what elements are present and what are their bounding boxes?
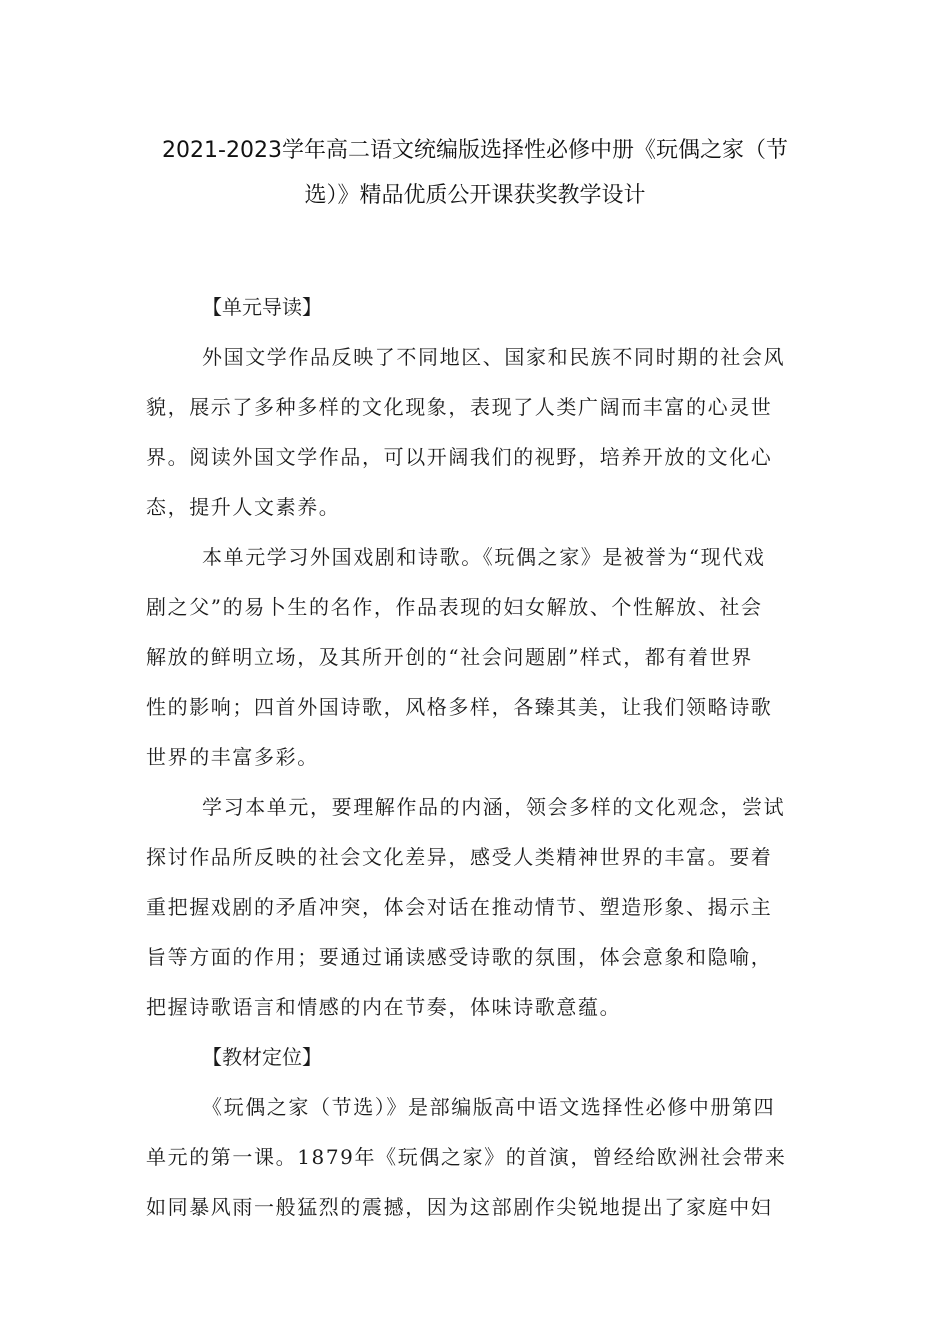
paragraph: [146, 332, 806, 532]
text-line: 单元的第一课。1879年《玩偶之家》的首演，曾经给欧洲社会带来: [146, 1145, 787, 1169]
text-line: 本单元学习外国戏剧和诗歌。《玩偶之家》是被誉为“现代戏: [202, 545, 766, 569]
document-title: [140, 128, 810, 218]
text-line: 如同暴风雨一般猛烈的震撼，因为这部剧作尖锐地提出了家庭中妇: [146, 1195, 773, 1219]
text-line: 把握诗歌语言和情感的内在节奏，体味诗歌意蕴。: [146, 995, 622, 1019]
text-line: 探讨作品所反映的社会文化差异，感受人类精神世界的丰富。要着: [146, 845, 773, 869]
text-line: 旨等方面的作用；要通过诵读感受诗歌的氛围，体会意象和隐喻，: [146, 945, 773, 969]
text-line: 态，提升人文素养。: [146, 495, 341, 519]
text-line: 貌，展示了多种多样的文化现象，表现了人类广阔而丰富的心灵世: [146, 395, 773, 419]
text-line: 学习本单元，要理解作品的内涵，领会多样的文化观念，尝试: [202, 795, 786, 819]
title-line-2: 选）》精品优质公开课获奖教学设计: [304, 183, 646, 208]
text-line: 重把握戏剧的矛盾冲突，体会对话在推动情节、塑造形象、揭示主: [146, 895, 773, 919]
text-line: 解放的鲜明立场，及其所开创的“社会问题剧”样式，都有着世界: [146, 645, 753, 669]
text-line: 世界的丰富多彩。: [146, 745, 319, 769]
text-line: 外国文学作品反映了不同地区、国家和民族不同时期的社会风: [202, 345, 786, 369]
section-heading-unit-guide: 【单元导读】: [202, 295, 322, 319]
text-line: 《玩偶之家（节选）》是部编版高中语文选择性必修中册第四: [202, 1095, 776, 1119]
paragraph: [146, 1082, 806, 1232]
text-line: 界。阅读外国文学作品，可以开阔我们的视野，培养开放的文化心: [146, 445, 773, 469]
section-heading-textbook-position: 【教材定位】: [202, 1045, 322, 1069]
text-line: 性的影响；四首外国诗歌，风格多样，各臻其美，让我们领略诗歌: [146, 695, 773, 719]
text-line: 剧之父”的易卜生的名作，作品表现的妇女解放、个性解放、社会: [146, 595, 763, 619]
title-line-1: 2021-2023学年高二语文统编版选择性必修中册《玩偶之家（节: [162, 138, 788, 163]
paragraph: [146, 532, 806, 782]
paragraph: [146, 782, 806, 1032]
document-body: [146, 282, 806, 1232]
